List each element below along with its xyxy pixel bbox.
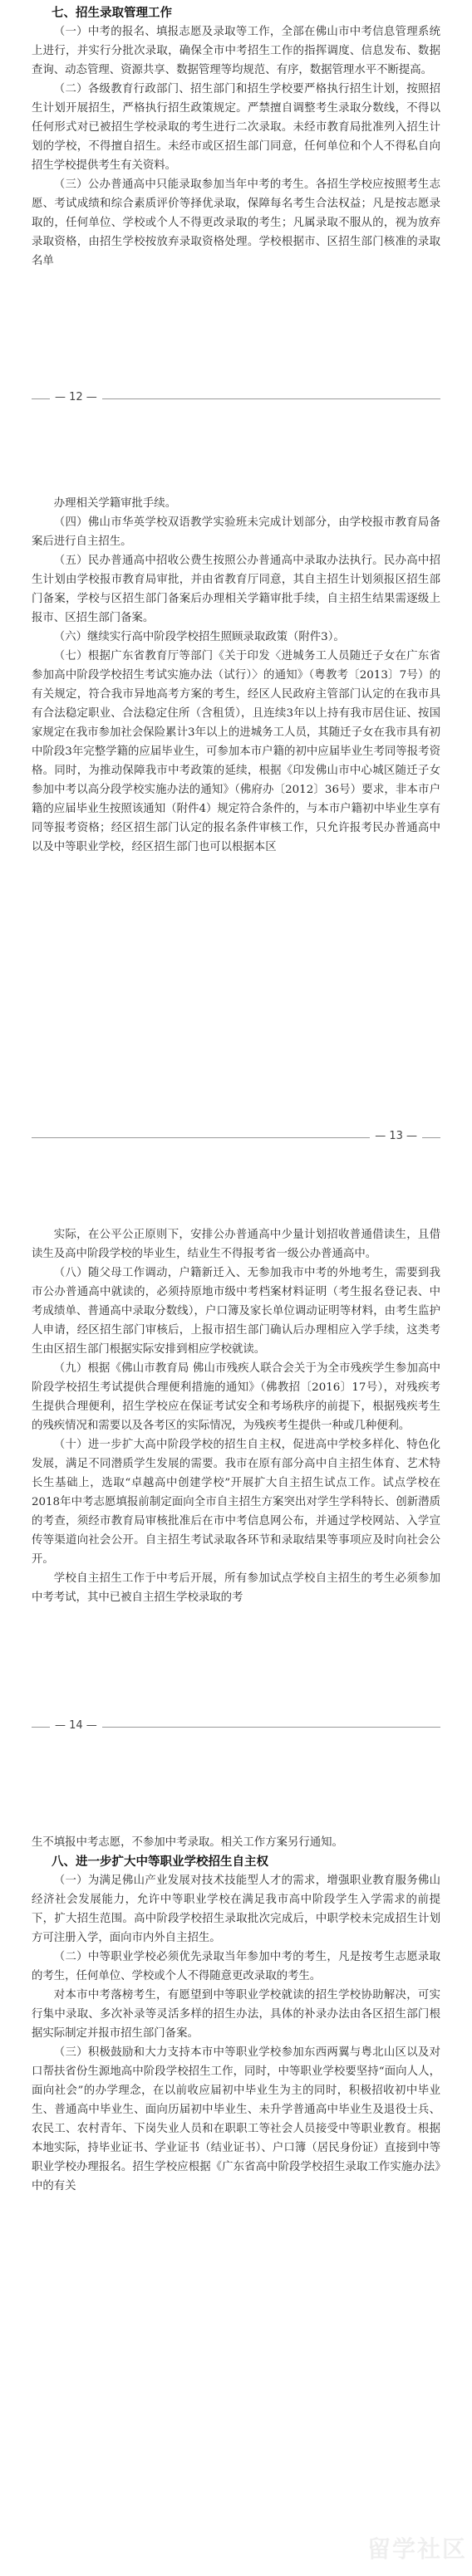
paragraph: （一）中考的报名、填报志愿及录取等工作，全部在佛山市中考信息管理系统上进行，并实行分批次录取，确保全市中考招生工作的指挥调度、信息发布、数据查询、动态管理、资源共享、数据管理等均规范、有序，数据管理水平不断提高。 [32,26,440,76]
document-page-15 [0,1833,472,2576]
paragraph: （二）各级教育行政部门、招生部门和招生学校要严格执行招生计划，按照招生计划开展招生，严格执行招生政策规定。严禁擅自调整考生录取分数线，不得以任何形式对已被招生学校录取的考生进行二次录取。未经市教育局批准列入招生计划的学校，不得擅自招生。未经市或区招生部门同意，任何单位和个人不得私自向招生学校提供考生有关资料。 [32,83,440,172]
page-number: — 14 — [50,1717,102,1735]
document-page-14 [0,1225,472,1723]
watermark-text: 留学社区 [366,2535,467,2563]
page-footer-12 [32,389,440,405]
paragraph: （六）继续实行高中阶段学校招生照顾录取政策（附件3）。 [53,631,345,643]
section-heading-enrollment-management: 七、招生录取管理工作 [52,6,172,20]
paragraph: 实际，在公平公正原则下，安排公办普通高中少量计划招收普通借读生，且借读生及高中阶段学校的毕业生，结业生不得报考省一级公办普通高中。 [32,1229,440,1260]
paragraph: （十）进一步扩大高中阶段学校的招生自主权，促进高中学校多样化、特色化发展，满足不同潜质学生发展的需要。我市在原有部分高中自主招生体育、艺术特长生基础上，选取“卓越高中创建学校”开展扩大自主招生试点工作。试点学校在2018年中考志愿填报前制定面向全市自主招生方案突出对学生学科特长、创新潜质的考查，须经市教育局审核批准后在市中考信息网公布，并通过学校网站、入学宣传等渠道向社会公开。自主招生考试录取各环节和录取结果等事项应及时向社会公开。 [32,1439,440,1566]
document-page-12 [0,0,472,408]
paragraph: （八）随父母工作调动，户籍新迁入、无参加我市中考的外地考生，需要到我市公办普通高中就读的，必须持原地市级中考档案材料证明（考生报名登记表、中考成绩单、普通高中录取分数线），户口簿及家长单位调动证明等材料，由考生监护人申请，经区招生部门审核后，上报市招生部门确认后办理相应入学手续，这类考生由区招生部门根据实际安排到相应学校就读。 [32,1267,440,1356]
paragraph: （三）积极鼓励和大力支持本市中等职业学校参加东西两翼与粤北山区以及对口帮扶省份生源地高中阶段学校招生工作，同时，中等职业学校要坚持“面向人人，面向社会”的办学理念，在以前收应届初中毕业生为主的同时，积极招收初中毕业生、普通高中毕业生、面向历届初中毕业生、未升学普通高中毕业生及退役士兵、农民工、农村青年、下岗失业人员和在职职工等社会人员接受中等职业教育。根据本地实际，持毕业证书、学业证书（结业证书）、户口簿（居民身份证）直接到中等职业学校办理报名。招生学校应根据《广东省高中阶段学校招生录取工作实施办法》中的有关 [32,2046,440,2192]
paragraph-continuation: 生不填报中考志愿，不参加中考录取。相关工作方案另行通知。 [32,1836,343,1849]
paragraph: （七）根据广东省教育厅等部门《关于印发〈进城务工人员随迁子女在广东省参加高中阶段学校招生考试实施办法（试行）〉的通知》（粤教考〔2013〕7号）的有关规定，符合我市异地高考方案的考生，经区人民政府主管部门认定的在我市具有合法稳定职业、合法稳定住所（含租赁），且连续3年以上持有我市居住证、按国家规定在我市参加社会保险累计3年以上的进城务工人员，其随迁子女在我市具有初中阶段3年完整学籍的应届毕业生，可参加本市户籍的初中应届毕业生考同等报考资格。同时，为推动保障我市中考政策的延续，根据《印发佛山市中心城区随迁子女参加中考以高分段学校实施办法的通知》（佛府办〔2012〕36号）要求，非本市户籍的应届毕业生按照该通知（附件4）规定符合条件的，与本市户籍初中毕业生享有同等报考资格；经区招生部门认定的报名条件审核工作，只允许报考民办普通高中以及中等职业学校，经区招生部门也可以根据本区 [32,650,440,853]
site-watermark-logo [334,2526,467,2569]
paragraph: 办理相关学籍审批手续。 [53,497,177,510]
document-page-13 [0,494,472,1125]
page-number: — 12 — [50,389,102,407]
paragraph: （二）中等职业学校必须优先录取当年参加中考的考生，凡是按考生志愿录取的考生，任何单位、学校或个人不得随意更改录取的考生。 [32,1951,440,1982]
paragraph: （一）为满足佛山产业发展对技术技能型人才的需求，增强职业教育服务佛山经济社会发展能力，允许中等职业学校在满足我市高中阶段学生入学需求的前提下，扩大招生范围。高中阶段学校招生录取批次完成后，中职学校未完成招生计划方可注册入学，面向市内外自主招生。 [32,1875,440,1944]
paragraph: （九）根据《佛山市教育局 佛山市残疾人联合会关于为全市残疾学生参加高中阶段学校招生考试提供合理便利措施的通知》（佛教招〔2016〕17号），对残疾考生提供合理便利，招生学校应在保证考试安全和考场秩序的前提下，根据残疾考生的残疾情况和需要以及各考区的实际情况，为残疾考生提供一种或几种便利。 [32,1362,440,1432]
paragraph: 对本市中考落榜考生，有愿望到中等职业学校就读的招生学校协助解决，可实行集中录取、多次补录等灵活多样的招生办法，具体的补录办法由各区招生部门根据实际制定并报市招生部门备案。 [32,1989,440,2040]
paragraph: （三）公办普通高中只能录取参加当年中考的考生。各招生学校应按照考生志愿、考试成绩和综合素质评价等择优录取，保障每名考生合法权益；凡是按志愿录取的，任何单位、学校或个人不得更改录取的考生；凡属录取不服从的，视为放弃录取资格，由招生学校按放弃录取资格处理。学校根据市、区招生部门核准的录取名单 [32,178,440,267]
paragraph: （五）民办普通高中招收公费生按照公办普通高中录取办法执行。民办高中招生计划由学校报市教育局审批，并由省教育厅同意，其自主招生计划须报区招生部门备案，学校与区招生部门备案后办理相关学籍审批手续，自主招生结果需逐级上报市、区招生部门备案。 [32,555,440,624]
page-footer-13 [32,1127,440,1144]
paragraph: （四）佛山市华英学校双语教学实验班未完成计划部分，由学校报市教育局备案后进行自主招生。 [32,516,440,548]
section-heading-vocational-autonomy: 八、进一步扩大中等职业学校招生自主权 [52,1855,268,1869]
page-footer-14 [32,1717,440,1733]
paragraph: 学校自主招生工作于中考后开展，所有参加试点学校自主招生的考生必须参加中考考试，其中已被自主招生学校录取的考 [32,1572,440,1604]
page-number: — 13 — [370,1127,422,1146]
